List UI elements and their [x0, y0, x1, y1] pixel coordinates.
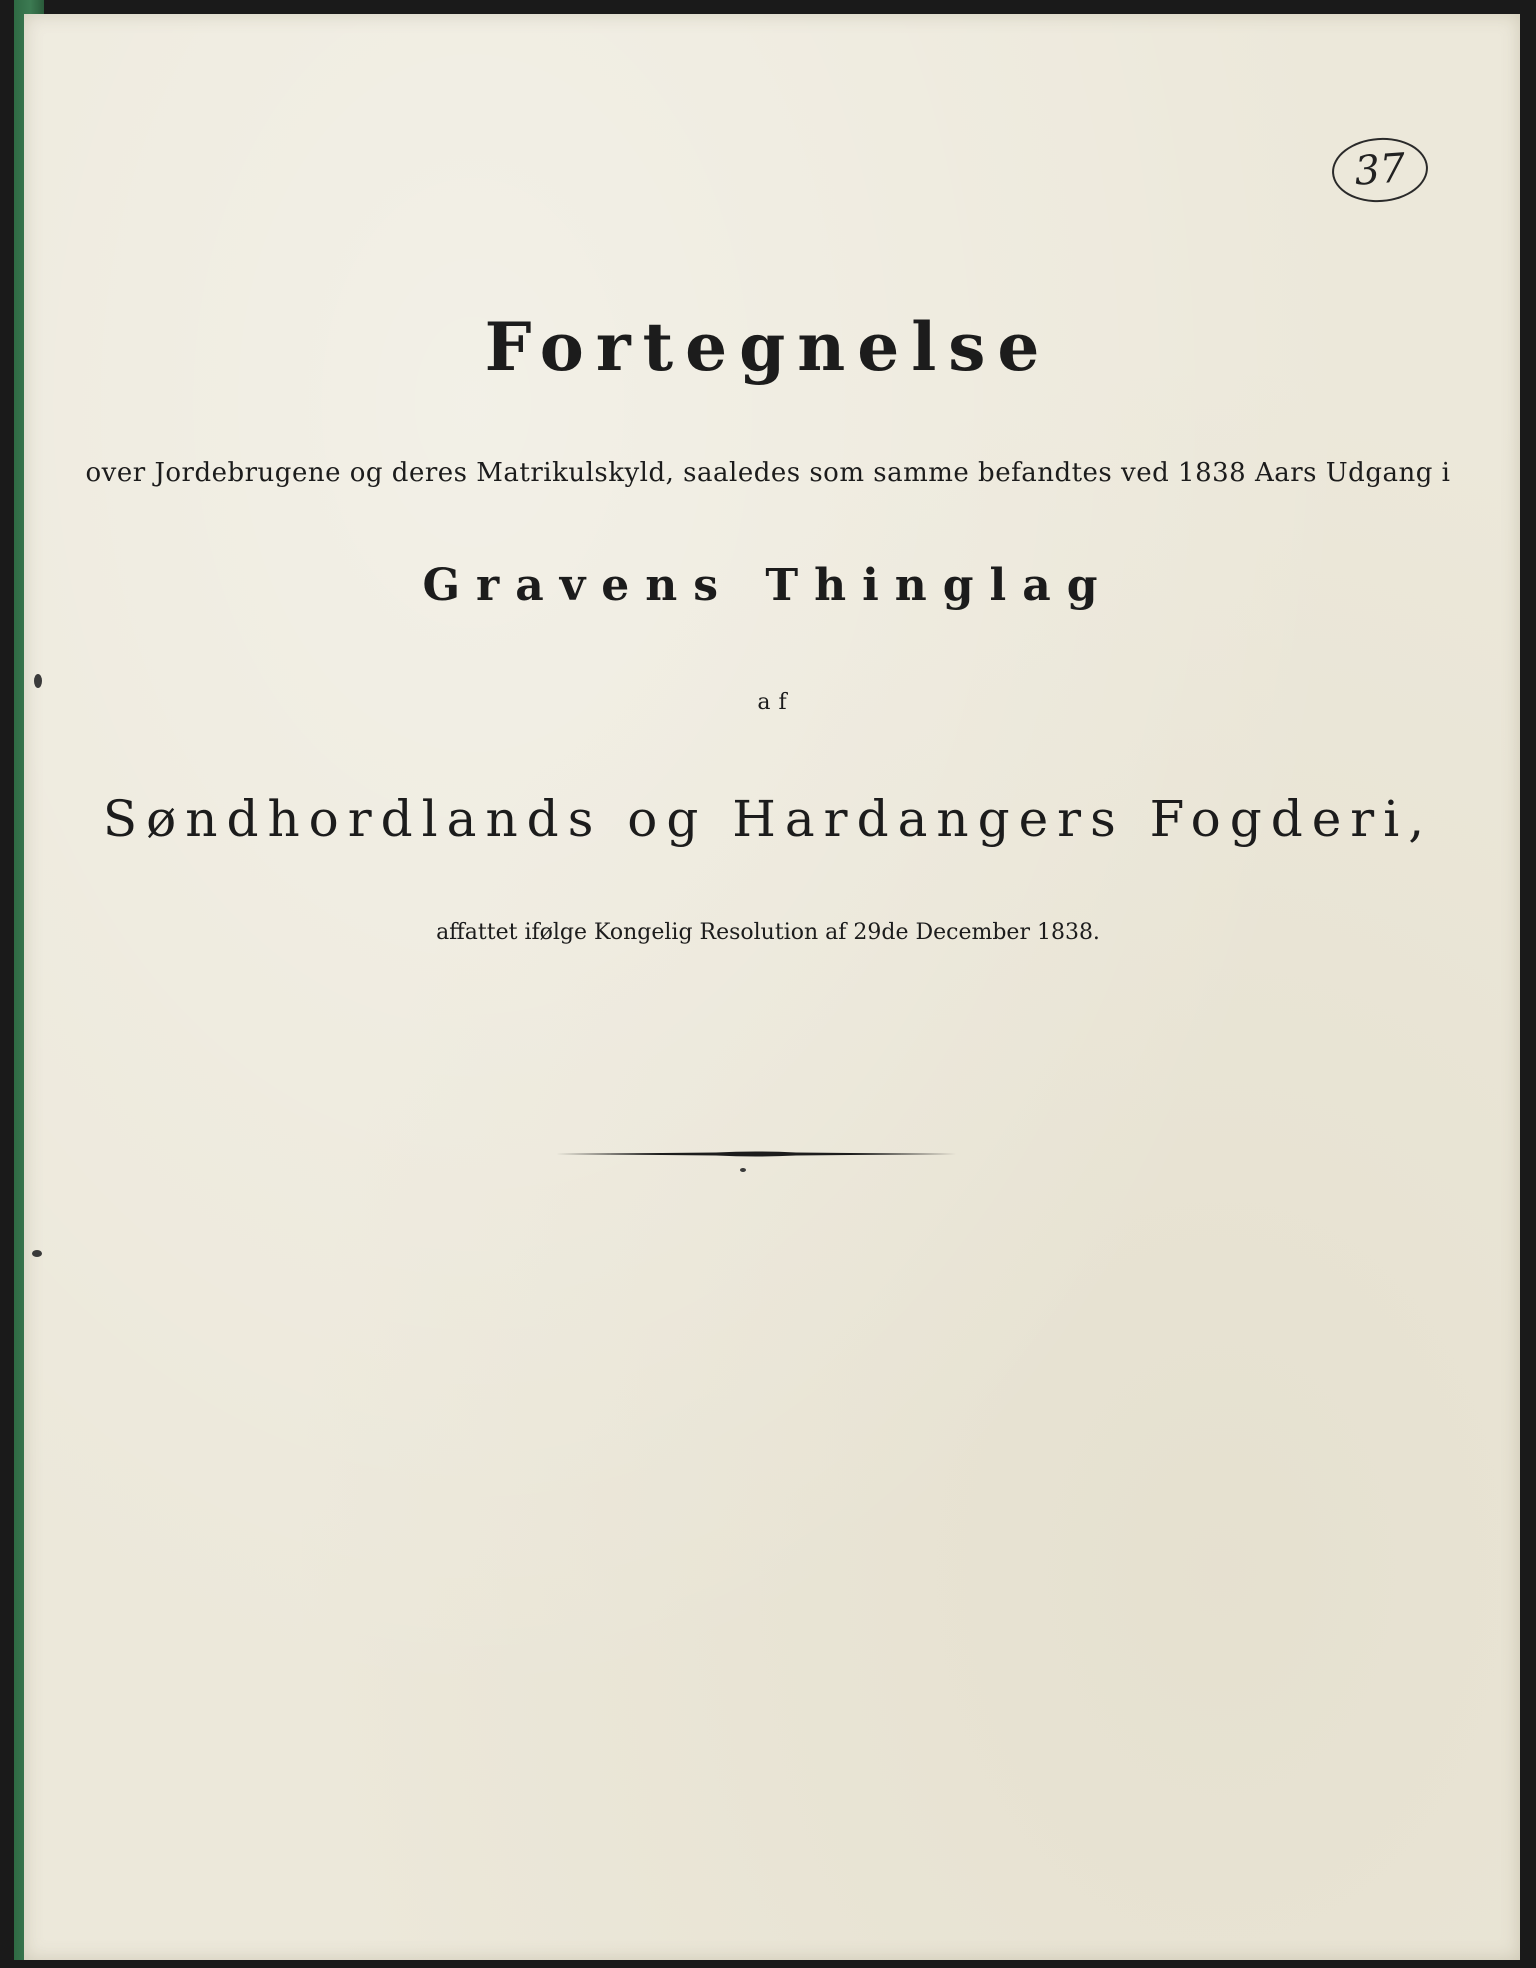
- paper-speck: [34, 674, 42, 688]
- document-subtitle: over Jordebrugene og deres Matrikulskyld, saaledes som samme befandtes ved 1838 Aars Udgang i: [85, 458, 1451, 488]
- bailiwick-heading: Søndhordlands og Hardangers Fogderi,: [102, 790, 1434, 848]
- document-title: Fortegnelse: [484, 308, 1052, 386]
- paper-speck: [740, 1168, 746, 1172]
- district-heading: Gravens Thinglag: [422, 560, 1114, 611]
- decorative-rule: [556, 1148, 956, 1160]
- connector-text: af: [757, 690, 795, 715]
- folio-number: 37: [1330, 135, 1430, 206]
- resolution-line: affattet ifølge Kongelig Resolution af 29de December 1838.: [436, 920, 1100, 945]
- paper-speck: [32, 1250, 42, 1257]
- document-page: [24, 14, 1520, 1960]
